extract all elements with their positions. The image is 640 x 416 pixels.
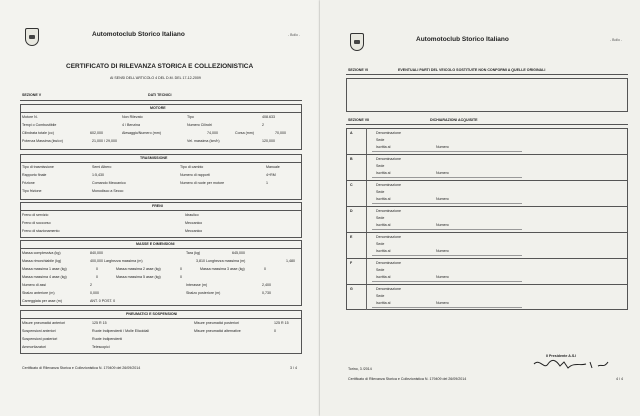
- motore-heading: MOTORE: [150, 106, 166, 110]
- entry-iscritta: Iscritta al: [376, 223, 391, 227]
- entry-underline: [372, 177, 522, 178]
- motore-value: 408.633: [262, 115, 275, 119]
- motore-value: 70,000: [275, 131, 286, 135]
- motore-label: Vel. massima (km/h): [187, 139, 220, 143]
- motore-label: Alesaggio/Numero (mm): [122, 131, 161, 135]
- divider: [20, 248, 302, 249]
- freni-label: Freno di soccorso: [22, 221, 51, 225]
- trasmissione-value: Manuale: [266, 165, 280, 169]
- entry-iscritta: Iscritta al: [376, 197, 391, 201]
- entry-underline: [372, 229, 522, 230]
- entry-letter: F: [350, 261, 353, 265]
- section-vi-label: SEZIONE VI: [348, 68, 369, 72]
- divider: [346, 74, 628, 75]
- pneumatici-heading: PNEUMATICI E SOSPENSIONI: [126, 312, 178, 316]
- motore-label: Numero Cilindri: [187, 123, 212, 127]
- divider: [346, 206, 628, 207]
- masse-value: 0: [96, 267, 98, 271]
- entry-numero: Numero: [436, 171, 449, 175]
- bollo-label: - Bollo -: [610, 38, 623, 42]
- entry-numero: Numero: [436, 223, 449, 227]
- pneumatici-value: 125 R 15: [274, 321, 289, 325]
- masse-heading: MASSE E DIMENSIONI: [136, 242, 175, 246]
- declarations-box: [346, 128, 628, 310]
- certificate-title: CERTIFICATO DI RILEVANZA STORICA E COLLEZIONISTICA: [66, 63, 254, 70]
- trasmissione-value: 1: [266, 181, 268, 185]
- entry-letter: E: [350, 235, 353, 239]
- masse-label: Massa complessiva (kg): [22, 251, 61, 255]
- masse-value: 0: [264, 267, 266, 271]
- entry-underline: [372, 151, 522, 152]
- motore-value: 2: [262, 123, 264, 127]
- divider: [20, 112, 302, 113]
- trasmissione-label: Numero di ruote per motore: [180, 181, 225, 185]
- page-footer: Certificato di Rilevanza Storica e Collezionistica N. 179409 del 26/09/2014: [348, 377, 467, 381]
- masse-box: [20, 240, 302, 306]
- page-number: 3 / 4: [290, 366, 297, 370]
- freni-value: Meccanico: [185, 229, 203, 233]
- entry-numero: Numero: [436, 249, 449, 253]
- trasmissione-heading: TRASMISSIONE: [140, 156, 168, 160]
- entry-iscritta: Iscritta al: [376, 301, 391, 305]
- entry-denominazione: Denominazione: [376, 183, 401, 187]
- masse-label: Tara (kg): [186, 251, 201, 255]
- entry-denominazione: Denominazione: [376, 131, 401, 135]
- divider: [346, 180, 628, 181]
- pneumatici-value: Ruote Indipendenti: [92, 337, 123, 341]
- trasmissione-value: 4+RM: [266, 173, 276, 177]
- motore-value: 74,000: [207, 131, 218, 135]
- freni-value: Idraulico: [185, 213, 199, 217]
- divider: [20, 318, 302, 319]
- section-v-label: SEZIONE V: [22, 93, 42, 97]
- divider: [346, 124, 628, 125]
- masse-label: Massa massima 2 asse (kg): [116, 267, 161, 271]
- masse-label: Sbalzo anteriore (m): [22, 291, 55, 295]
- entry-iscritta: Iscritta al: [376, 171, 391, 175]
- masse-label: Massa massima 1 asse (kg): [22, 267, 67, 271]
- entry-iscritta: Iscritta al: [376, 249, 391, 253]
- divider: [20, 210, 302, 211]
- section-vii-title: DICHIARAZIONI ACQUISITE: [430, 118, 478, 122]
- entry-sede: Sede: [376, 242, 385, 246]
- pneumatici-label: Misure pneumatici alternative: [194, 329, 241, 333]
- motore-value: 602,000: [90, 131, 103, 135]
- masse-value: 0,730: [262, 291, 271, 295]
- entry-sede: Sede: [376, 294, 385, 298]
- trasmissione-label: Numero di rapporti: [180, 173, 210, 177]
- page-footer: Certificato di Rilevanza Storica e Collezionistica N. 179409 del 26/09/2014: [22, 366, 141, 370]
- pneumatici-label: Sospensioni posteriori: [22, 337, 58, 341]
- entry-sede: Sede: [376, 164, 385, 168]
- entry-numero: Numero: [436, 275, 449, 279]
- entry-sede: Sede: [376, 216, 385, 220]
- entry-letter: A: [350, 131, 353, 135]
- asi-logo-icon: [25, 28, 39, 46]
- pneumatici-label: Misure pneumatici posteriori: [194, 321, 239, 325]
- presidente-label: Il Presidente A.S.I: [546, 354, 577, 358]
- entry-underline: [372, 203, 522, 204]
- entry-letter: C: [350, 183, 353, 187]
- entry-letter: G: [350, 287, 353, 291]
- masse-value: 2,400: [262, 283, 271, 287]
- trasmissione-value: Semi Albero: [92, 165, 112, 169]
- trasmissione-label: Rapporto finale: [22, 173, 47, 177]
- pneumatici-value: 125 R 15: [92, 321, 107, 325]
- masse-value: 2: [90, 283, 92, 287]
- masse-value: 1,480: [286, 259, 295, 263]
- motore-value: 120,000: [262, 139, 275, 143]
- trasmissione-box: [20, 154, 302, 200]
- entry-denominazione: Denominazione: [376, 235, 401, 239]
- pneumatici-value: 0: [274, 329, 276, 333]
- entry-sede: Sede: [376, 268, 385, 272]
- club-name: Automotoclub Storico Italiano: [92, 31, 185, 38]
- masse-value: 840,000: [90, 251, 103, 255]
- trasmissione-label: Tipo di trasmissione: [22, 165, 54, 169]
- masse-label: Massa massima 5 asse (kg): [116, 275, 161, 279]
- entry-underline: [372, 307, 522, 308]
- divider: [346, 284, 628, 285]
- entry-sede: Sede: [376, 138, 385, 142]
- divider: [346, 154, 628, 155]
- bollo-label: - Bollo -: [288, 33, 301, 37]
- trasmissione-label: Tipo frizione: [22, 189, 42, 193]
- masse-value: ANT. 0 POST. 0: [90, 299, 116, 303]
- masse-value: 0: [180, 275, 182, 279]
- masse-label: Sbalzo posteriore (m): [186, 291, 221, 295]
- masse-value: 400,000 Larghezza massima (m): [90, 259, 143, 263]
- motore-label: Tipo: [187, 115, 194, 119]
- section-vi-box: [346, 78, 628, 112]
- pneumatici-value: Ruote Indipendenti / Molle Elicoidali: [92, 329, 149, 333]
- motore-label: Cilindrata totale (cc): [22, 131, 54, 135]
- entry-numero: Numero: [436, 197, 449, 201]
- masse-value: 0: [180, 267, 182, 271]
- section-vii-label: SEZIONE VII: [348, 118, 370, 122]
- masse-value: 645,000: [232, 251, 245, 255]
- pneumatici-label: Misure pneumatici anteriori: [22, 321, 66, 325]
- entry-numero: Numero: [436, 145, 449, 149]
- motore-label: Corsa (mm): [235, 131, 254, 135]
- trasmissione-label: Tipo di cambio: [180, 165, 204, 169]
- freni-value: Meccanico: [185, 221, 203, 225]
- masse-value: 0,000: [90, 291, 99, 295]
- masse-value: 0: [96, 275, 98, 279]
- motore-label: Tempi o Combustibile: [22, 123, 57, 127]
- entry-denominazione: Denominazione: [376, 209, 401, 213]
- entry-iscritta: Iscritta al: [376, 275, 391, 279]
- motore-value: 21,000 / 29,000: [92, 139, 117, 143]
- divider: [346, 258, 628, 259]
- dati-tecnici-label: DATI TECNICI: [148, 93, 172, 97]
- certificate-subtitle: AI SENSI DELL'ARTICOLO 4 DEL D.M. DEL 17-12-2009: [110, 76, 201, 80]
- trasmissione-value: Monodisco a Secco: [92, 189, 124, 193]
- entry-denominazione: Denominazione: [376, 287, 401, 291]
- masse-label: Numero di assi: [22, 283, 46, 287]
- freni-label: Freno di stazionamento: [22, 229, 60, 233]
- entry-denominazione: Denominazione: [376, 261, 401, 265]
- section-vi-title: EVENTUALI PARTI DEL VEICOLO SOSTITUITE NON CONFORMI A QUELLE ORIGINALI: [398, 68, 546, 72]
- page-number: 4 / 4: [616, 377, 623, 381]
- pneumatici-label: Ammortizzatori: [22, 345, 46, 349]
- club-name: Automotoclub Storico Italiano: [416, 36, 509, 43]
- motore-value: 4 / Benzina: [122, 123, 140, 127]
- freni-heading: FRENI: [152, 204, 163, 208]
- entry-numero: Numero: [436, 301, 449, 305]
- masse-label: Massa massima 4 asse (kg): [22, 275, 67, 279]
- divider: [20, 162, 302, 163]
- certificate-page-4: [320, 0, 640, 416]
- entry-letter: B: [350, 157, 353, 161]
- masse-label: Carreggiata per asse (m): [22, 299, 62, 303]
- asi-logo-icon: [350, 33, 364, 51]
- entry-underline: [372, 281, 522, 282]
- signature-icon: [530, 356, 610, 374]
- pneumatici-label: Sospensioni anteriori: [22, 329, 56, 333]
- trasmissione-label: Frizione: [22, 181, 35, 185]
- place-date: Torino, 3 /2014: [348, 367, 372, 371]
- entry-underline: [372, 255, 522, 256]
- motore-label: Potenza Massima (kw/cv): [22, 139, 63, 143]
- divider: [366, 128, 367, 310]
- pneumatici-value: Telescopici: [92, 345, 110, 349]
- motore-label: Motore N.: [22, 115, 38, 119]
- entry-sede: Sede: [376, 190, 385, 194]
- pneumatici-box: [20, 310, 302, 354]
- masse-label: Massa massima 3 asse (kg): [200, 267, 245, 271]
- freni-label: Freno di servizio: [22, 213, 49, 217]
- motore-value: Non Rilevato: [122, 115, 143, 119]
- divider: [346, 232, 628, 233]
- masse-label: Massa rimorchiabile (kg): [22, 259, 62, 263]
- trasmissione-value: 1:5,430: [92, 173, 104, 177]
- entry-iscritta: Iscritta al: [376, 145, 391, 149]
- masse-label: Interasse (m): [186, 283, 208, 287]
- divider: [20, 100, 302, 101]
- entry-denominazione: Denominazione: [376, 157, 401, 161]
- entry-letter: D: [350, 209, 353, 213]
- masse-value: 3,810 Lunghezza massima (m): [196, 259, 246, 263]
- trasmissione-value: Comando Meccanico: [92, 181, 126, 185]
